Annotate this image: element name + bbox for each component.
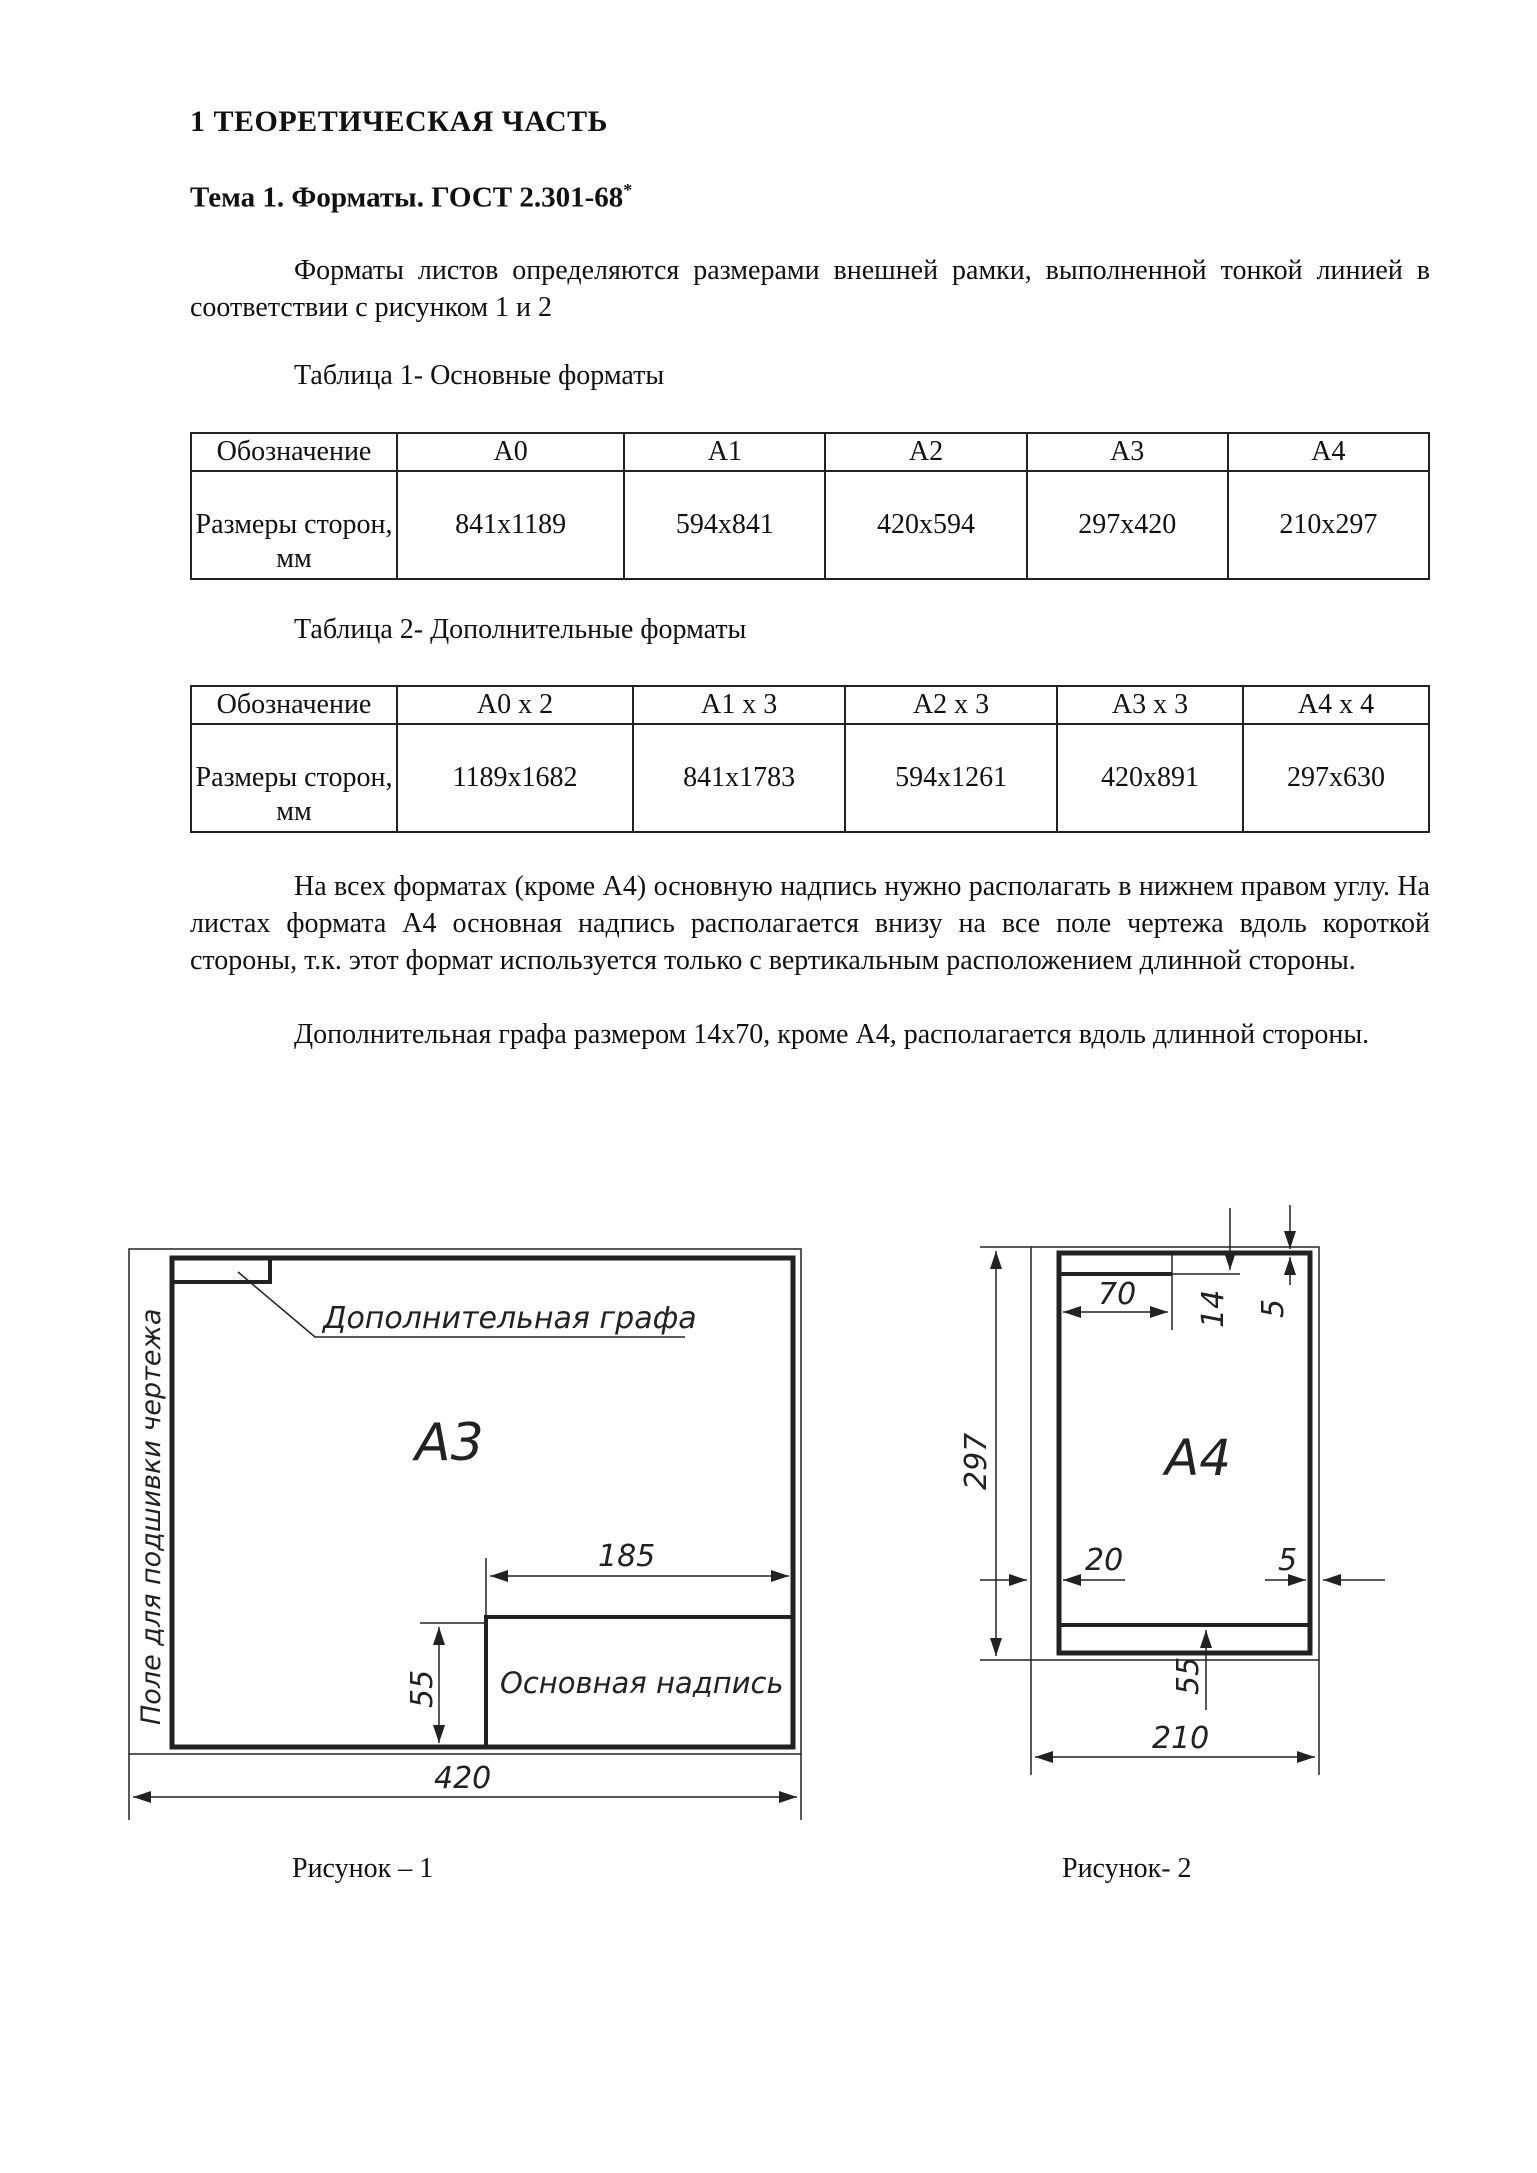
dim-14-label: 14 [1196,1289,1231,1328]
table2-caption: Таблица 2- Дополнительные форматы [294,614,747,645]
format-a4-label: А4 [1165,1429,1232,1487]
table-cell: 594х841 [624,471,825,579]
dim-55-label: 55 [405,1669,440,1708]
table-header-cell: А3 [1027,433,1228,471]
table-row [191,686,1429,724]
table-row [191,471,1429,579]
extra-column-label: Дополнительная графа [323,1301,697,1336]
dim-420-label: 420 [434,1761,492,1796]
paragraph-title-block: На всех форматах (кроме А4) основную надпись нужно располагать в нижнем правом углу. На листах формата А4 основная надпись располагается внизу на все поле чертежа вдоль короткой стороны, т.к. этот формат используется только с вертикальным расположением длинной стороны. [190,871,1430,976]
figure2-a4-drawing [940,1200,1420,1820]
table-row-label: Размеры сторон, мм [191,724,397,832]
dim-5-right-label: 5 [1278,1543,1298,1578]
table-cell: 420х891 [1057,724,1243,832]
intro-paragraph: Форматы листов определяются размерами внешней рамки, выполненной тонкой линией в соответствии с рисунком 1 и 2 [190,255,1430,323]
figure1-a3-drawing [120,1220,820,1840]
figure1-caption: Рисунок – 1 [292,1853,434,1884]
title-block-label: Основная надпись [500,1666,784,1700]
table-cell: 841х1783 [633,724,845,832]
table-additional-formats [190,685,1430,833]
table-header-cell: А2 х 3 [845,686,1057,724]
binding-field-label: Поле для подшивки чертежа [136,1308,167,1725]
dim-5-top-label: 5 [1256,1298,1291,1318]
table-cell: 297х420 [1027,471,1228,579]
table-cell: 594х1261 [845,724,1057,832]
table-header-cell: А3 х 3 [1057,686,1243,724]
figure2-caption: Рисунок- 2 [1062,1853,1192,1884]
dim-297-label: 297 [959,1432,994,1490]
topic-footnote-mark: * [623,180,633,200]
table-header-cell: А4 х 4 [1243,686,1429,724]
table-cell: 841х1189 [397,471,624,579]
section-title: 1 ТЕОРЕТИЧЕСКАЯ ЧАСТЬ [190,105,609,138]
topic-title [190,180,632,215]
format-a3-label: А3 [415,1413,484,1473]
table-row-label: Размеры сторон, мм [191,471,397,579]
table-header-cell: А4 [1228,433,1429,471]
table-header-cell: А1 [624,433,825,471]
extra-column-box [172,1258,270,1282]
table-header-label: Обозначение [191,433,397,471]
topic-title-text: Тема 1. Форматы. ГОСТ 2.301-68 [190,181,624,214]
table1-caption: Таблица 1- Основные форматы [294,360,665,391]
table-row [191,433,1429,471]
dim-55-label: 55 [1171,1656,1206,1695]
table-cell: 1189х1682 [397,724,633,832]
table-header-cell: А2 [825,433,1026,471]
table-cell: 210х297 [1228,471,1429,579]
table-cell: 297х630 [1243,724,1429,832]
dim-20-label: 20 [1085,1543,1124,1578]
table-row [191,724,1429,832]
paragraph-extra-column: Дополнительная графа размером 14х70, кроме А4, располагается вдоль длинной стороны. [294,1019,1370,1050]
table-main-formats [190,432,1430,580]
table-header-label: Обозначение [191,686,397,724]
table-header-cell: А1 х 3 [633,686,845,724]
dim-210-label: 210 [1152,1721,1210,1756]
table-cell: 420х594 [825,471,1026,579]
dim-70-label: 70 [1098,1277,1137,1312]
table-header-cell: А0 [397,433,624,471]
dim-185-label: 185 [598,1539,656,1574]
table-header-cell: А0 х 2 [397,686,633,724]
